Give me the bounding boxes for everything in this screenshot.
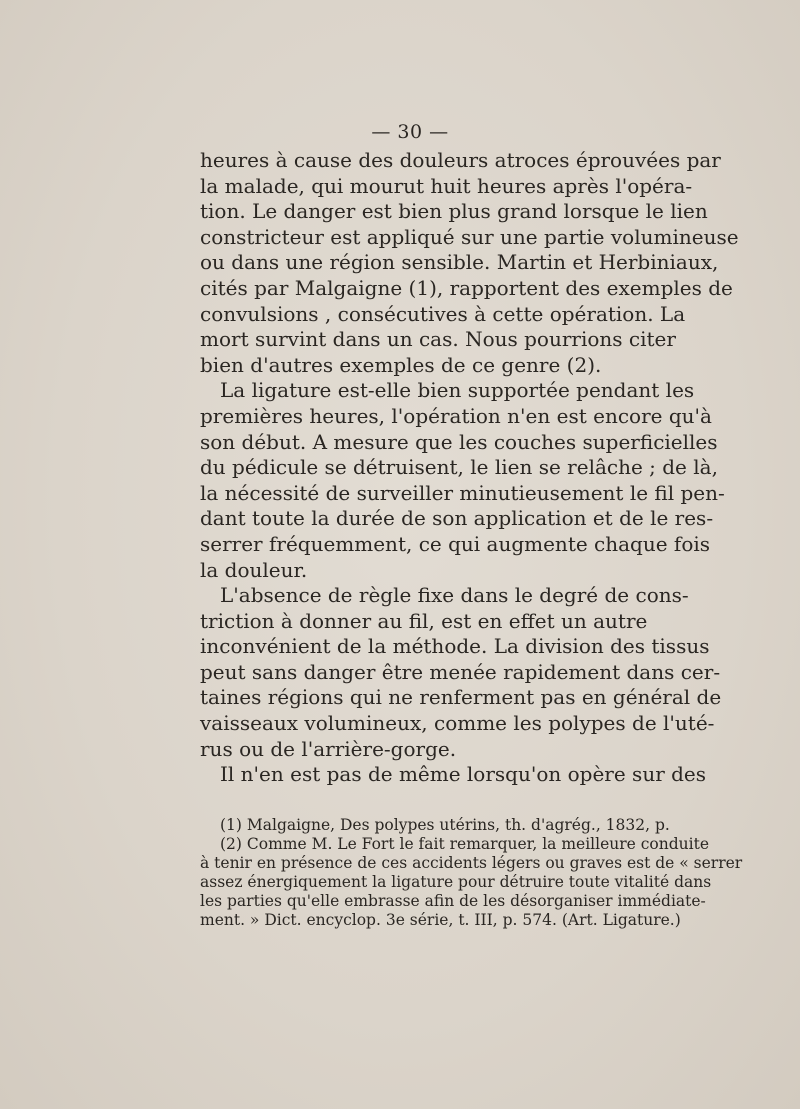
text-line: triction à donner au fil, est en effet un autre bbox=[200, 608, 648, 633]
text-line: serrer fréquemment, ce qui augmente chaque fois bbox=[200, 531, 711, 556]
footnote-line: (2) Comme M. Le Fort le fait remarquer, la meilleure conduite bbox=[220, 835, 709, 853]
footnote-line: assez énergiquement la ligature pour détruire toute vitalité dans bbox=[200, 873, 712, 891]
text-line: constricteur est appliqué sur une partie volumineuse bbox=[200, 224, 739, 249]
text-line: son début. A mesure que les couches superficielles bbox=[200, 429, 718, 454]
text-line: la malade, qui mourut huit heures après l'opéra- bbox=[200, 173, 693, 198]
text-line: convulsions , consécutives à cette opération. La bbox=[200, 301, 686, 326]
body-text bbox=[200, 148, 739, 788]
text-line: dant toute la durée de son application et de le res- bbox=[200, 506, 714, 531]
text-line: cités par Malgaigne (1), rapportent des exemples de bbox=[200, 275, 733, 300]
footnote-line: les parties qu'elle embrasse afin de les désorganiser immédiate- bbox=[200, 892, 706, 910]
text-line: la douleur. bbox=[200, 557, 308, 582]
text-line: du pédicule se détruisent, le lien se relâche ; de là, bbox=[200, 455, 718, 480]
text-line: premières heures, l'opération n'en est encore qu'à bbox=[200, 403, 712, 428]
text-line: La ligature est-elle bien supportée pendant les bbox=[220, 378, 695, 403]
text-line: tion. Le danger est bien plus grand lorsque le lien bbox=[200, 199, 708, 224]
text-line: peut sans danger être menée rapidement dans cer- bbox=[200, 659, 721, 684]
text-line: taines régions qui ne renferment pas en général de bbox=[200, 685, 722, 710]
text-line: inconvénient de la méthode. La division des tissus bbox=[200, 634, 710, 659]
footnotes bbox=[200, 816, 743, 930]
footnote-line: à tenir en présence de ces accidents légers ou graves est de « serrer bbox=[200, 854, 743, 872]
text-line: la nécessité de surveiller minutieusement le fil pen- bbox=[200, 480, 725, 505]
text-line: ou dans une région sensible. Martin et Herbiniaux, bbox=[200, 250, 719, 275]
text-line: heures à cause des douleurs atroces éprouvées par bbox=[200, 148, 721, 172]
text-line: mort survint dans un cas. Nous pourrions citer bbox=[200, 327, 676, 352]
footnote-line: ment. » Dict. encyclop. 3e série, t. III, p. 574. (Art. Ligature.) bbox=[200, 911, 681, 929]
text-line: Il n'en est pas de même lorsqu'on opère sur des bbox=[220, 762, 707, 787]
text-line: L'absence de règle fixe dans le degré de cons- bbox=[220, 583, 689, 608]
footnote-line: (1) Malgaigne, Des polypes utérins, th. d'agrég., 1832, p. bbox=[220, 816, 670, 834]
text-line: rus ou de l'arrière-gorge. bbox=[200, 736, 457, 761]
page-number: — 30 — bbox=[371, 121, 449, 143]
text-line: bien d'autres exemples de ce genre (2). bbox=[200, 352, 602, 377]
text-line: vaisseaux volumineux, comme les polypes de l'uté- bbox=[200, 711, 715, 736]
